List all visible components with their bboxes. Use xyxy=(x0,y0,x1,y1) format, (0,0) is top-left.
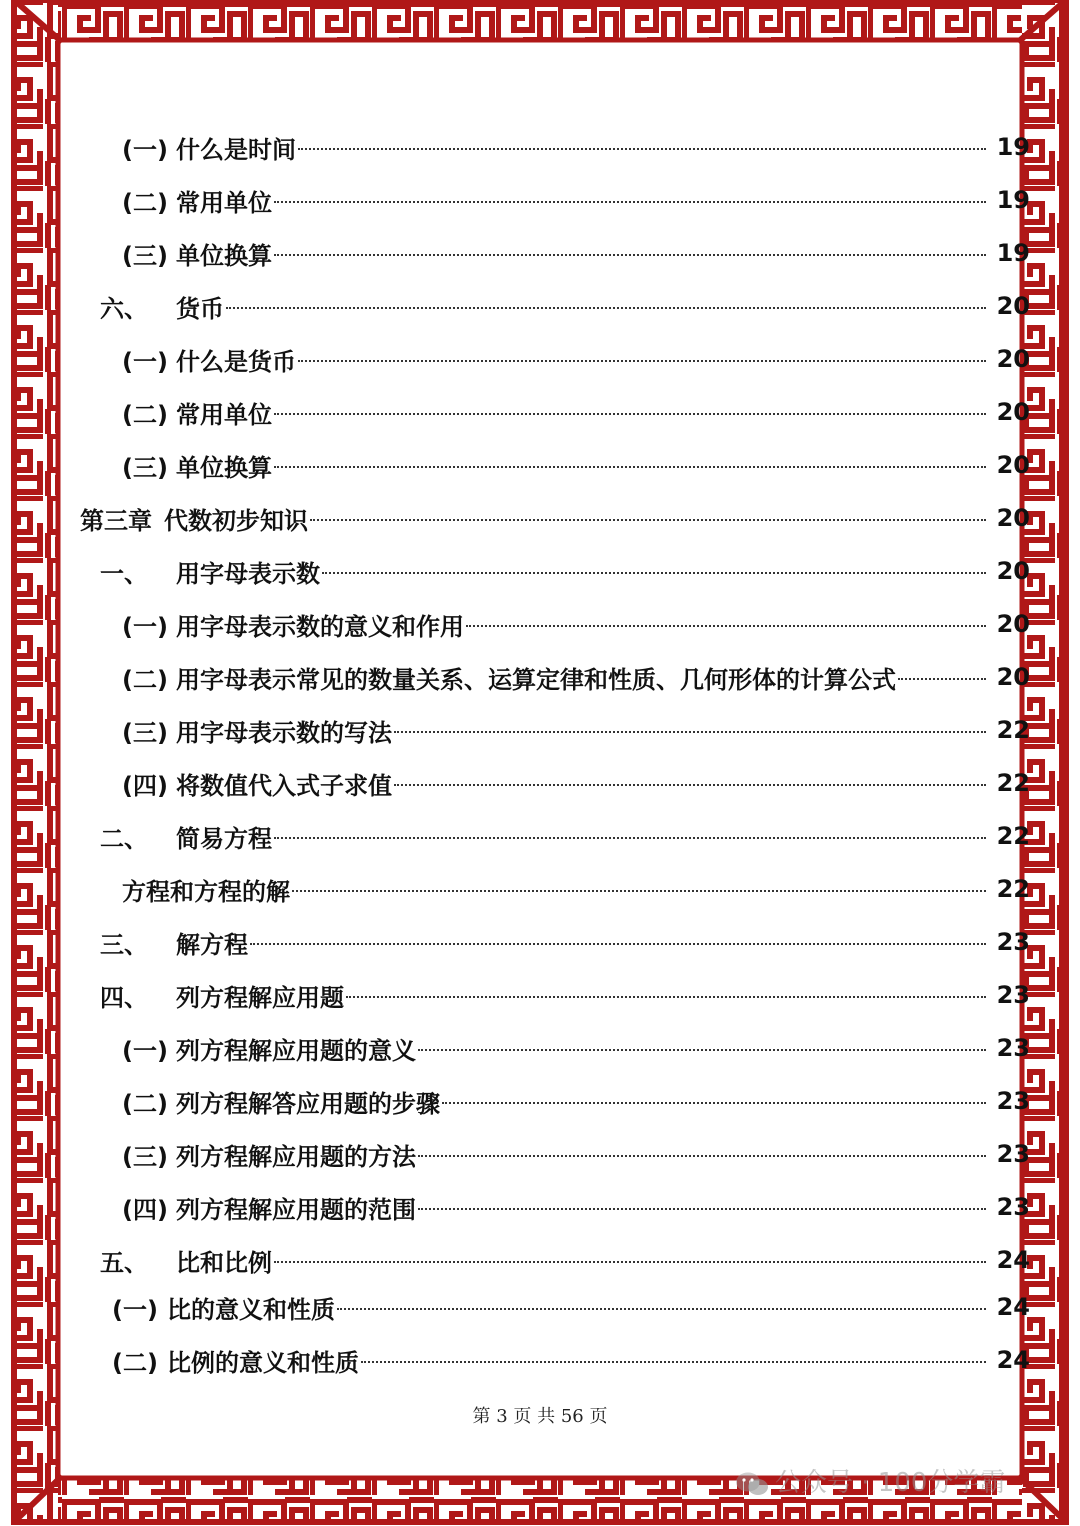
toc-entry-page: 20 xyxy=(996,292,1030,320)
dot-leader xyxy=(298,148,986,150)
watermark-text: 公众号 · 100分学霸 xyxy=(775,1468,1006,1498)
toc-entry-title: 比的意义和性质 xyxy=(167,1295,335,1324)
dot-leader xyxy=(394,784,986,786)
dot-leader xyxy=(226,307,986,309)
toc-entry[interactable] xyxy=(0,180,1080,220)
dot-leader xyxy=(466,625,986,627)
toc-entry-page: 19 xyxy=(996,239,1030,267)
toc-entry-number: (二) xyxy=(122,400,168,429)
toc-entry[interactable] xyxy=(0,286,1080,326)
dot-leader xyxy=(418,1155,986,1157)
toc-entry-page: 20 xyxy=(996,451,1030,479)
dot-leader xyxy=(442,1102,986,1104)
page-footer: 第 3 页 共 56 页 xyxy=(472,1406,608,1427)
dot-leader xyxy=(418,1049,986,1051)
toc-entry[interactable] xyxy=(0,1081,1080,1121)
dot-leader xyxy=(292,890,986,892)
toc-entry[interactable] xyxy=(0,392,1080,432)
toc-entry[interactable] xyxy=(0,763,1080,803)
toc-entry-page: 23 xyxy=(996,981,1030,1009)
toc-entry[interactable] xyxy=(0,657,1080,697)
toc-entry-number: 一、 xyxy=(100,559,148,588)
toc-entry-title: 解方程 xyxy=(176,930,248,959)
toc-entry[interactable] xyxy=(0,127,1080,167)
watermark xyxy=(735,1462,1005,1499)
toc-entry-title: 用字母表示数 xyxy=(176,559,320,588)
toc-entry[interactable] xyxy=(0,922,1080,962)
toc-entry-number: (二) xyxy=(122,665,168,694)
toc-entry-page: 22 xyxy=(996,875,1030,903)
toc-entry-title: 方程和方程的解 xyxy=(122,877,290,906)
toc-entry[interactable] xyxy=(0,1134,1080,1174)
toc-entry-page: 19 xyxy=(996,186,1030,214)
toc-entry[interactable] xyxy=(0,1287,1080,1327)
dot-leader xyxy=(418,1208,986,1210)
toc-entry-number: (四) xyxy=(122,771,168,800)
toc-entry-number: (三) xyxy=(122,453,168,482)
dot-leader xyxy=(274,201,986,203)
toc-entry-page: 23 xyxy=(996,1140,1030,1168)
toc-entry-page: 20 xyxy=(996,345,1030,373)
toc-entry-number: 五、 xyxy=(100,1248,148,1277)
toc-entry[interactable] xyxy=(0,551,1080,591)
toc-entry[interactable] xyxy=(0,816,1080,856)
toc-entry[interactable] xyxy=(0,710,1080,750)
toc-entry-title: 用字母表示常见的数量关系、运算定律和性质、几何形体的计算公式 xyxy=(176,665,896,694)
toc-entry-number: 四、 xyxy=(100,983,148,1012)
toc-entry-number: 二、 xyxy=(100,824,148,853)
toc-entry-title: 比例的意义和性质 xyxy=(167,1348,359,1377)
toc-entry-title: 单位换算 xyxy=(176,241,272,270)
dot-leader xyxy=(298,360,986,362)
toc-entry-title: 列方程解应用题的范围 xyxy=(176,1195,416,1224)
dot-leader xyxy=(274,1261,986,1263)
toc-entry-title: 将数值代入式子求值 xyxy=(176,771,392,800)
toc-entry-title: 列方程解应用题的方法 xyxy=(176,1142,416,1171)
toc-entry-title: 代数初步知识 xyxy=(164,506,308,535)
dot-leader xyxy=(274,254,986,256)
toc-entry-number: (一) xyxy=(122,347,168,376)
toc-entry-page: 23 xyxy=(996,1034,1030,1062)
toc-entry-number: (一) xyxy=(122,612,168,641)
toc-entry[interactable] xyxy=(0,1187,1080,1227)
toc-entry-title: 简易方程 xyxy=(176,824,272,853)
toc-entry[interactable] xyxy=(0,1028,1080,1068)
dot-leader xyxy=(274,466,986,468)
dot-leader xyxy=(322,572,986,574)
toc-entry-title: 列方程解应用题 xyxy=(176,983,344,1012)
toc-entry-page: 20 xyxy=(996,610,1030,638)
toc-entry[interactable] xyxy=(0,339,1080,379)
dot-leader xyxy=(898,678,986,680)
dot-leader xyxy=(274,413,986,415)
toc-entry-number: (二) xyxy=(112,1348,158,1377)
toc-entry-page: 22 xyxy=(996,822,1030,850)
toc-entry-title: 比和比例 xyxy=(176,1248,272,1277)
toc-entry-page: 22 xyxy=(996,716,1030,744)
toc-entry[interactable] xyxy=(0,869,1080,909)
toc-entry[interactable] xyxy=(0,233,1080,273)
toc-entry-title: 用字母表示数的意义和作用 xyxy=(176,612,464,641)
toc-entry-number: 三、 xyxy=(100,930,148,959)
toc-entry-title: 单位换算 xyxy=(176,453,272,482)
toc-entry[interactable] xyxy=(0,1240,1080,1280)
toc-entry-page: 22 xyxy=(996,769,1030,797)
toc-entry-title: 常用单位 xyxy=(176,400,272,429)
toc-entry-number: 第三章 xyxy=(80,506,152,535)
toc-entry-page: 20 xyxy=(996,504,1030,532)
toc-entry-page: 24 xyxy=(996,1293,1030,1321)
toc-entry-page: 23 xyxy=(996,1087,1030,1115)
toc-entry[interactable] xyxy=(0,445,1080,485)
toc-entry-page: 23 xyxy=(996,1193,1030,1221)
toc-entry-title: 货币 xyxy=(176,294,224,323)
toc-entry-title: 列方程解应用题的意义 xyxy=(176,1036,416,1065)
toc-entry-number: (二) xyxy=(122,188,168,217)
toc-entry-number: 六、 xyxy=(100,294,148,323)
toc-entry-page: 23 xyxy=(996,928,1030,956)
toc-entry-page: 19 xyxy=(996,133,1030,161)
toc-entry-number: (三) xyxy=(122,241,168,270)
dot-leader xyxy=(310,519,986,521)
toc-entry[interactable] xyxy=(0,975,1080,1015)
toc-entry-page: 20 xyxy=(996,663,1030,691)
toc-entry-number: (三) xyxy=(122,1142,168,1171)
toc-entry-number: (一) xyxy=(122,135,168,164)
toc-entry-number: (二) xyxy=(122,1089,168,1118)
toc-entry[interactable] xyxy=(0,498,1080,538)
toc-entry-title: 用字母表示数的写法 xyxy=(176,718,392,747)
toc-entry-title: 什么是时间 xyxy=(176,135,296,164)
toc-entry-number: (三) xyxy=(122,718,168,747)
dot-leader xyxy=(274,837,986,839)
toc-entry-page: 24 xyxy=(996,1246,1030,1274)
dot-leader xyxy=(361,1361,986,1363)
toc-entry-title: 列方程解答应用题的步骤 xyxy=(176,1089,440,1118)
dot-leader xyxy=(346,996,986,998)
dot-leader xyxy=(337,1308,986,1310)
toc-entry-page: 24 xyxy=(996,1346,1030,1374)
dot-leader xyxy=(250,943,986,945)
toc-entry-number: (一) xyxy=(122,1036,168,1065)
toc-entry-title: 常用单位 xyxy=(176,188,272,217)
toc-entry-page: 20 xyxy=(996,398,1030,426)
dot-leader xyxy=(394,731,986,733)
toc-entry[interactable] xyxy=(0,1340,1080,1380)
toc-entry[interactable] xyxy=(0,604,1080,644)
toc-entry-number: (一) xyxy=(112,1295,158,1324)
toc-entry-number: (四) xyxy=(122,1195,168,1224)
toc-entry-title: 什么是货币 xyxy=(176,347,296,376)
toc-entry-page: 20 xyxy=(996,557,1030,585)
wechat-icon xyxy=(735,1471,769,1497)
